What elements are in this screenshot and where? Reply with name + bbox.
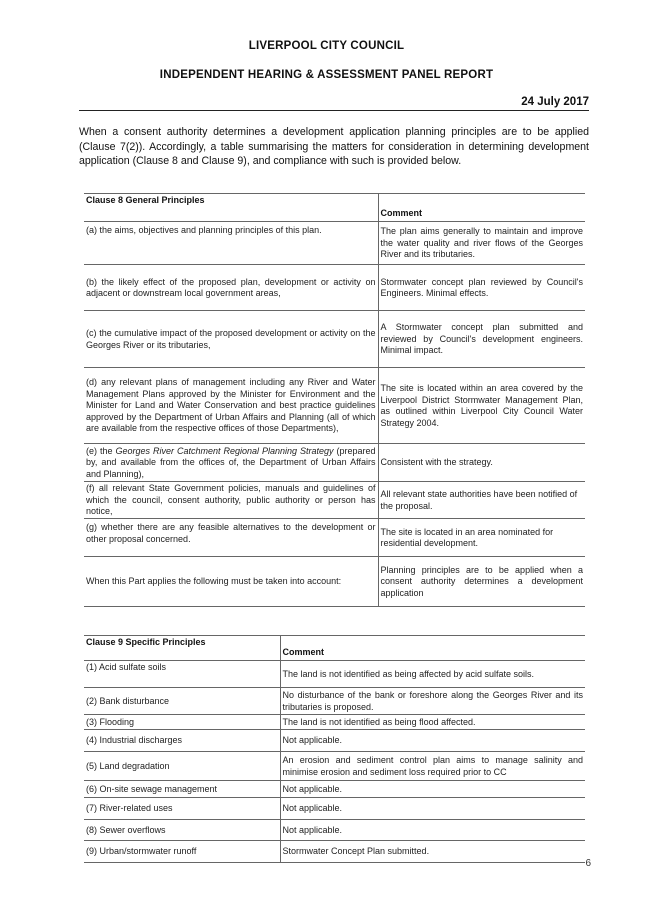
comment-cell: The land is not identified as being affected by acid sulfate soils. [280,661,585,688]
principle-cell: (9) Urban/stormwater runoff [84,841,280,863]
principle-cell [84,444,378,482]
comment-cell: Consistent with the strategy. [378,444,585,482]
principle-cell: (f) all relevant State Government policies, manuals and guidelines of which the council, consent authority, public authority or person has notice, [84,482,378,519]
table-row [84,368,585,444]
clause9-col1-header: Clause 9 Specific Principles [84,636,280,661]
table-row [84,841,585,863]
comment-cell: The land is not identified as being flood affected. [280,715,585,730]
principle-cell: (1) Acid sulfate soils [84,661,280,688]
table-row [84,519,585,557]
principle-cell: (g) whether there are any feasible alternatives to the development or other proposal concerned. [84,519,378,557]
table-row [84,798,585,820]
comment-cell: No disturbance of the bank or foreshore along the Georges River and its tributaries is proposed. [280,688,585,715]
principle-cell: (7) River-related uses [84,798,280,820]
clause8-table [84,193,585,607]
page-number: 6 [585,858,591,869]
table-row [84,661,585,688]
comment-cell: The site is located within an area covered by the Liverpool District Stormwater Management Plan, as outlined within Liverpool City Council Water Strategy 2004. [378,368,585,444]
comment-cell: All relevant state authorities have been notified of the proposal. [378,482,585,519]
table-header-row [84,636,585,661]
principle-cell: (3) Flooding [84,715,280,730]
comment-cell: An erosion and sediment control plan aims to manage salinity and minimise erosion and sediment loss required prior to CC [280,752,585,781]
principle-suffix: (prepared by, and available from the offices of, the Department of Urban Affairs and Planning), [86,445,376,479]
principle-cell: (d) any relevant plans of management including any River and Water Management Plans approved by the Minister for Environment and the Minister for Land and Water Conservation and best practice guidelines approved by the Department of Urban Affairs and Planning (all of which are available from the respective offices of those Departments), [84,368,378,444]
table-row [84,482,585,519]
principle-cell: (a) the aims, objectives and planning principles of this plan. [84,222,378,265]
table-row [84,222,585,265]
principle-cell: (2) Bank disturbance [84,688,280,715]
comment-cell: The site is located in an area nominated for residential development. [378,519,585,557]
clause9-table [84,635,585,863]
clause9-col2-header: Comment [280,636,585,661]
comment-cell: Not applicable. [280,730,585,752]
comment-cell: Not applicable. [280,798,585,820]
principle-cell: When this Part applies the following must be taken into account: [84,557,378,607]
principle-cell: (b) the likely effect of the proposed plan, development or activity on adjacent or downstream local government areas, [84,265,378,311]
strategy-title: Georges River Catchment Regional Planning Strategy [115,445,334,456]
comment-cell: A Stormwater concept plan submitted and reviewed by Council's development engineers. Minimal impact. [378,311,585,368]
principle-cell: (6) On-site sewage management [84,781,280,798]
table-row [84,730,585,752]
table-row [84,715,585,730]
principle-cell: (5) Land degradation [84,752,280,781]
header-divider [79,110,589,111]
table-row [84,311,585,368]
comment-cell: The plan aims generally to maintain and improve the water quality and river flows of the Georges River and its tributaries. [378,222,585,265]
comment-cell: Planning principles are to be applied when a consent authority determines a development application [378,557,585,607]
table-row [84,688,585,715]
comment-cell: Stormwater Concept Plan submitted. [280,841,585,863]
comment-cell: Not applicable. [280,820,585,841]
table-row [84,752,585,781]
principle-prefix: (e) the [86,445,116,456]
table-row [84,781,585,798]
report-date: 24 July 2017 [521,96,589,108]
clause8-col1-header: Clause 8 General Principles [84,194,378,222]
report-title: INDEPENDENT HEARING & ASSESSMENT PANEL REPORT [159,69,494,81]
table-row [84,557,585,607]
table-row [84,444,585,482]
principle-cell: (c) the cumulative impact of the proposed development or activity on the Georges River or its tributaries, [84,311,378,368]
table-header-row [84,194,585,222]
table-row [84,265,585,311]
comment-cell: Not applicable. [280,781,585,798]
council-title: LIVERPOOL CITY COUNCIL [248,40,405,52]
intro-paragraph: When a consent authority determines a development application planning principles are to be applied (Clause 7(2)). Accordingly, a table summarising the matters for consideration in determining development application (Clause 8 and Clause 9), and compliance with such is provided below. [79,126,589,167]
principle-cell: (8) Sewer overflows [84,820,280,841]
clause8-col2-header: Comment [378,194,585,222]
table-row [84,820,585,841]
principle-cell: (4) Industrial discharges [84,730,280,752]
comment-cell: Stormwater concept plan reviewed by Council's Engineers. Minimal effects. [378,265,585,311]
